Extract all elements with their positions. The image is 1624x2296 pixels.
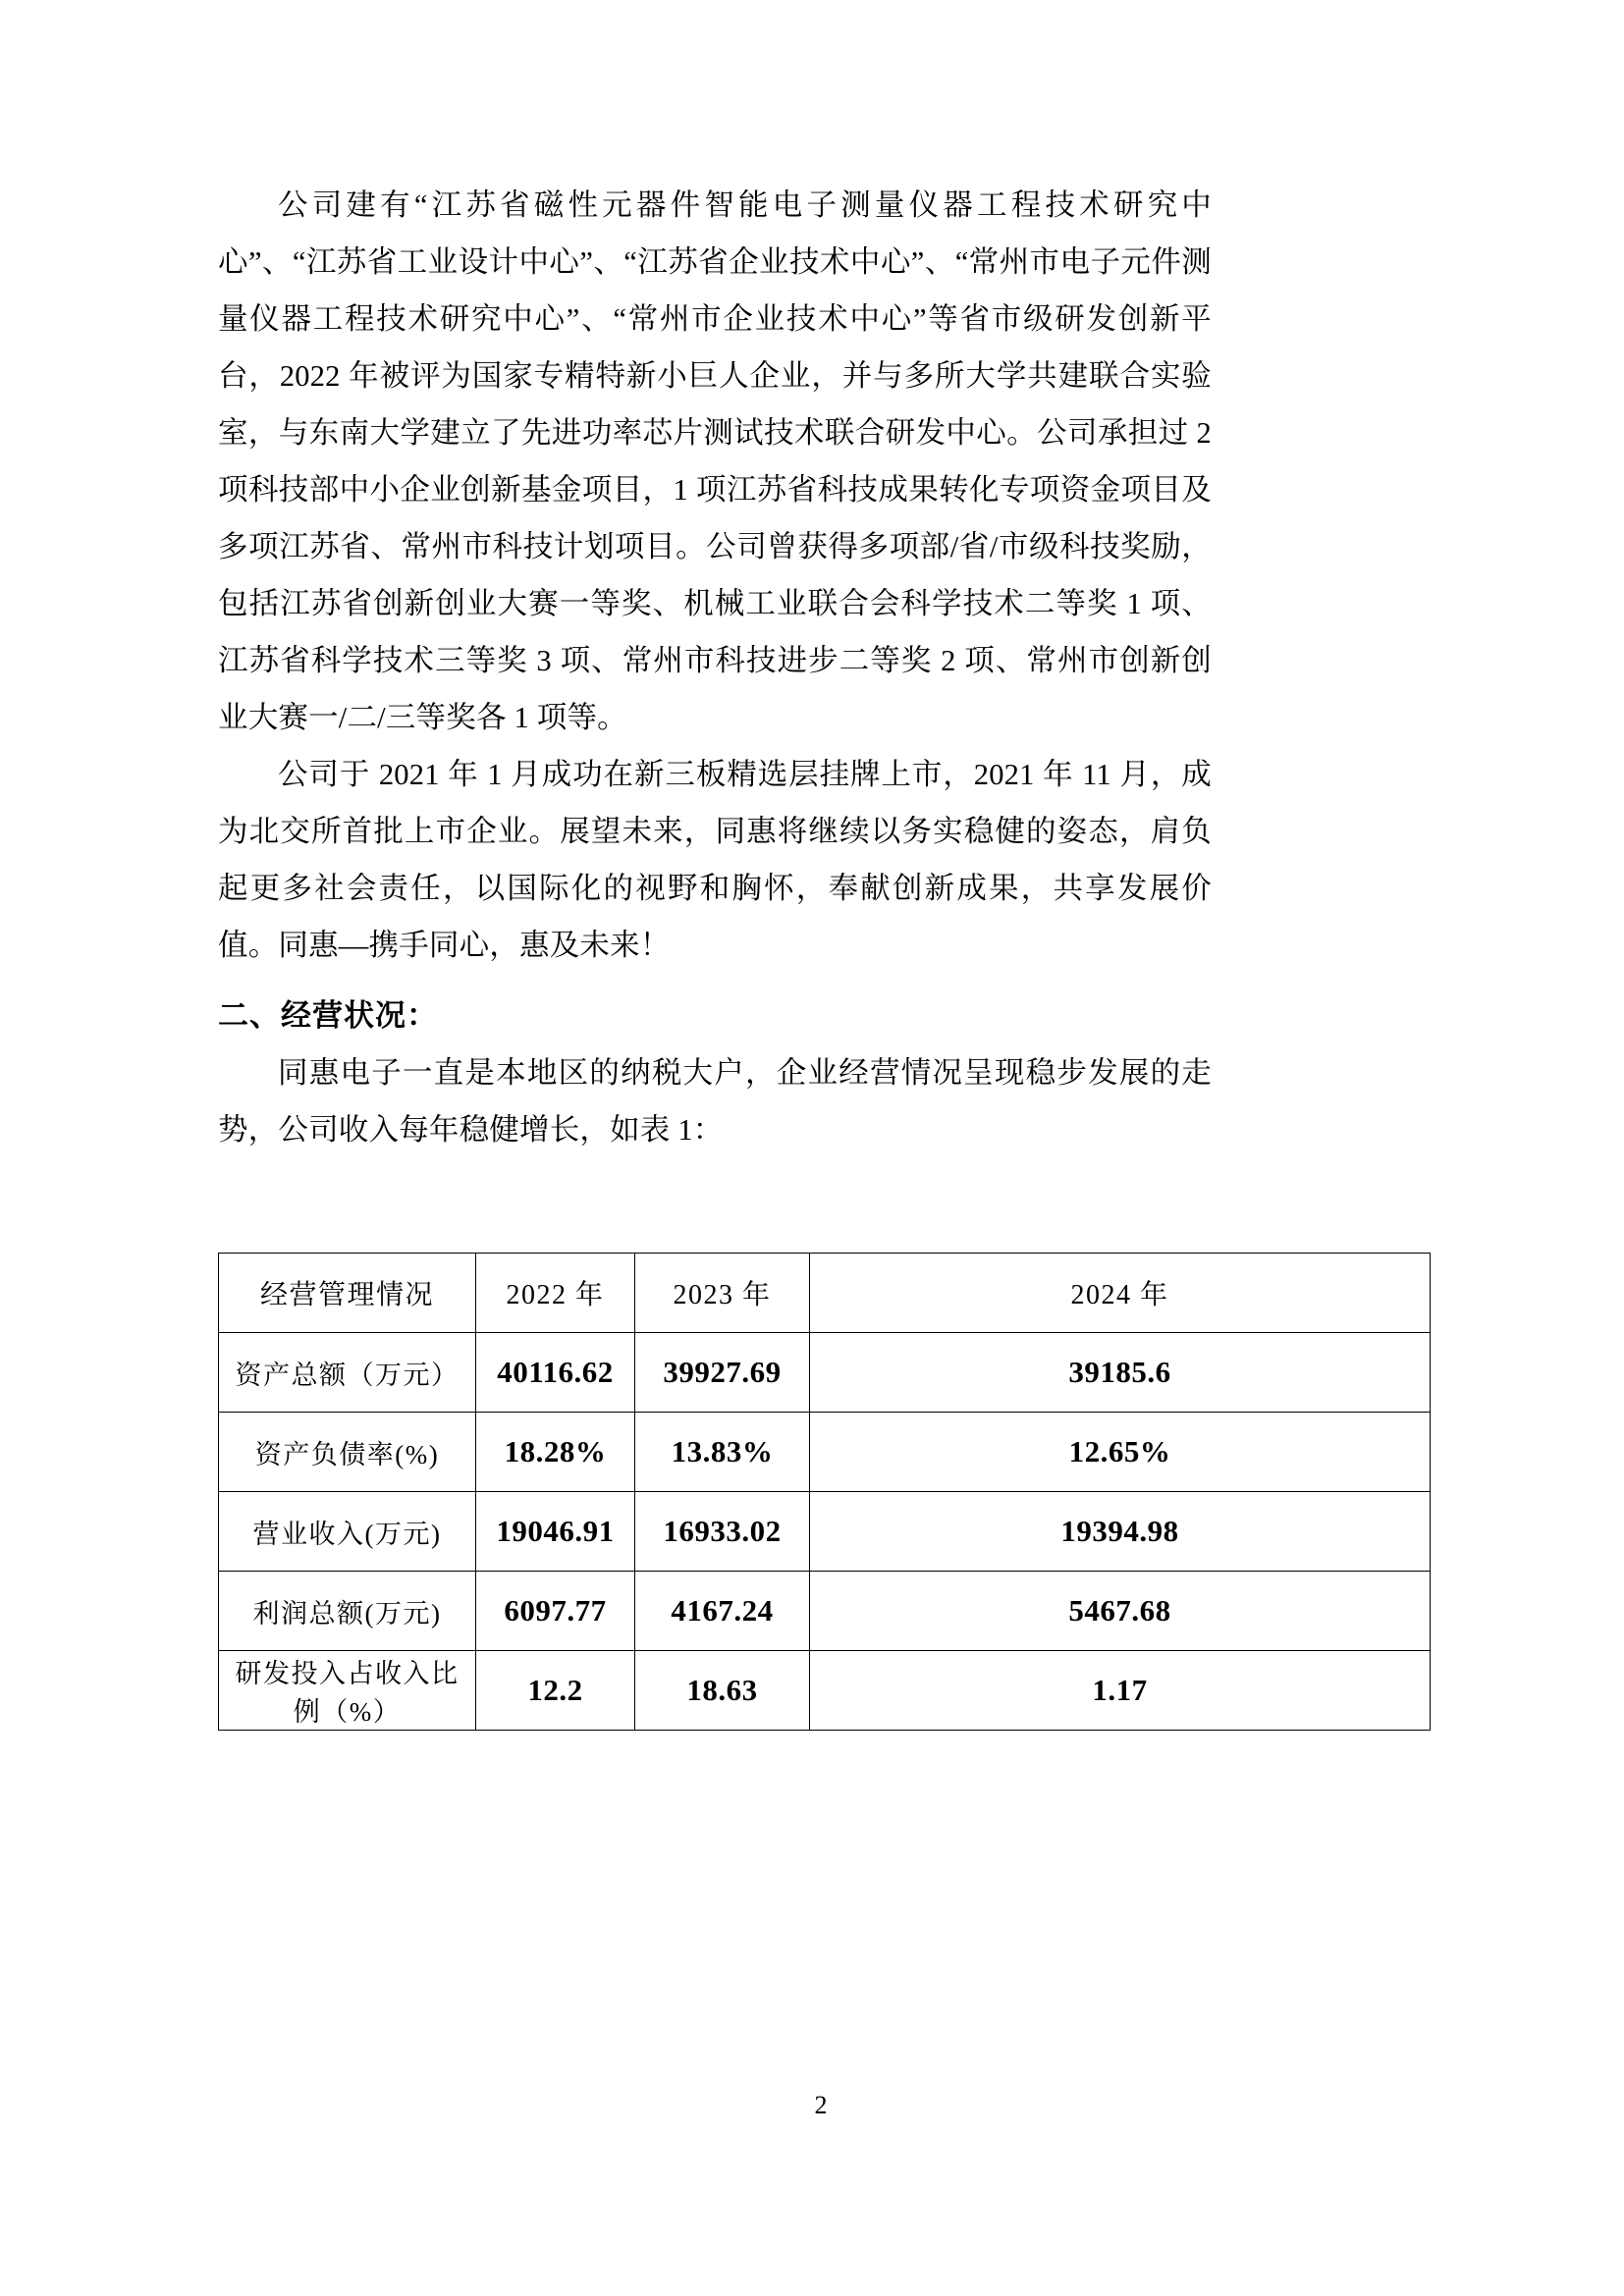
table-header-cell-2023: 2023 年 xyxy=(635,1254,810,1333)
cell-total-assets-2023: 39927.69 xyxy=(635,1333,810,1413)
cell-total-assets-2024: 39185.6 xyxy=(810,1333,1431,1413)
row-label-debt-ratio: 资产负债率(%) xyxy=(219,1413,476,1492)
table-row xyxy=(219,1492,1431,1572)
page-number-footer xyxy=(0,2091,1624,2120)
table-header-cell-2022: 2022 年 xyxy=(476,1254,635,1333)
paragraph-intro: 同惠电子一直是本地区的纳税大户，企业经营情况呈现稳步发展的走势，公司收入每年稳健增长，如表 1： xyxy=(218,1056,1212,1147)
row-label-total-profit: 利润总额(万元) xyxy=(219,1572,476,1651)
page-number-value: 2 xyxy=(814,2091,828,2119)
row-label-revenue: 营业收入(万元) xyxy=(219,1492,476,1572)
cell-total-profit-2024: 5467.68 xyxy=(810,1572,1431,1651)
document-body xyxy=(218,177,1212,1158)
cell-rd-ratio-2023: 18.63 xyxy=(635,1651,810,1731)
cell-debt-ratio-2023: 13.83% xyxy=(635,1413,810,1492)
business-metrics-table xyxy=(218,1253,1431,1731)
paragraph-2: 公司于 2021 年 1 月成功在新三板精选层挂牌上市，2021 年 11 月，成为北交所首批上市企业。展望未来，同惠将继续以务实稳健的姿态，肩负起更多社会责任，以国际化的视野和胸怀，奉献创新成果，共享发展价值。同惠—携手同心，惠及未来！ xyxy=(218,758,1212,962)
table-row xyxy=(219,1333,1431,1413)
table-row xyxy=(219,1572,1431,1651)
cell-revenue-2022: 19046.91 xyxy=(476,1492,635,1572)
cell-revenue-2023: 16933.02 xyxy=(635,1492,810,1572)
row-label-rd-ratio: 研发投入占收入比例（%） xyxy=(219,1651,476,1731)
table-header-row xyxy=(219,1254,1431,1333)
row-label-total-assets: 资产总额（万元） xyxy=(219,1333,476,1413)
business-metrics-table-wrapper xyxy=(218,1253,1430,1731)
cell-debt-ratio-2024: 12.65% xyxy=(810,1413,1431,1492)
cell-rd-ratio-2022: 12.2 xyxy=(476,1651,635,1731)
cell-revenue-2024: 19394.98 xyxy=(810,1492,1431,1572)
paragraph-1: 公司建有“江苏省磁性元器件智能电子测量仪器工程技术研究中心”、“江苏省工业设计中心”、“江苏省企业技术中心”、“常州市电子元件测量仪器工程技术研究中心”、“常州市企业技术中心”等省市级研发创新平台，2022 年被评为国家专精特新小巨人企业，并与多所大学共建联合实验室，与东南大学建立了先进功率芯片测试技术联合研发中心。公司承担过 2 项科技部中小企业创新基金项目，1 项江苏省科技成果转化专项资金项目及多项江苏省、常州市科技计划项目。公司曾获得多项部/省/市级科技奖励，包括江苏省创新创业大赛一等奖、机械工业联合会科学技术二等奖 1 项、江苏省科学技术三等奖 3 项、常州市科技进步二等奖 2 项、常州市创新创业大赛一/二/三等奖各 1 项等。 xyxy=(218,188,1212,734)
cell-total-profit-2023: 4167.24 xyxy=(635,1572,810,1651)
cell-total-profit-2022: 6097.77 xyxy=(476,1572,635,1651)
table-header-cell-2024: 2024 年 xyxy=(810,1254,1431,1333)
cell-total-assets-2022: 40116.62 xyxy=(476,1333,635,1413)
cell-debt-ratio-2022: 18.28% xyxy=(476,1413,635,1492)
table-header-cell-metric: 经营管理情况 xyxy=(219,1254,476,1333)
cell-rd-ratio-2024: 1.17 xyxy=(810,1651,1431,1731)
section-heading: 二、经营状况： xyxy=(218,998,438,1033)
table-row xyxy=(219,1413,1431,1492)
table-row xyxy=(219,1651,1431,1731)
